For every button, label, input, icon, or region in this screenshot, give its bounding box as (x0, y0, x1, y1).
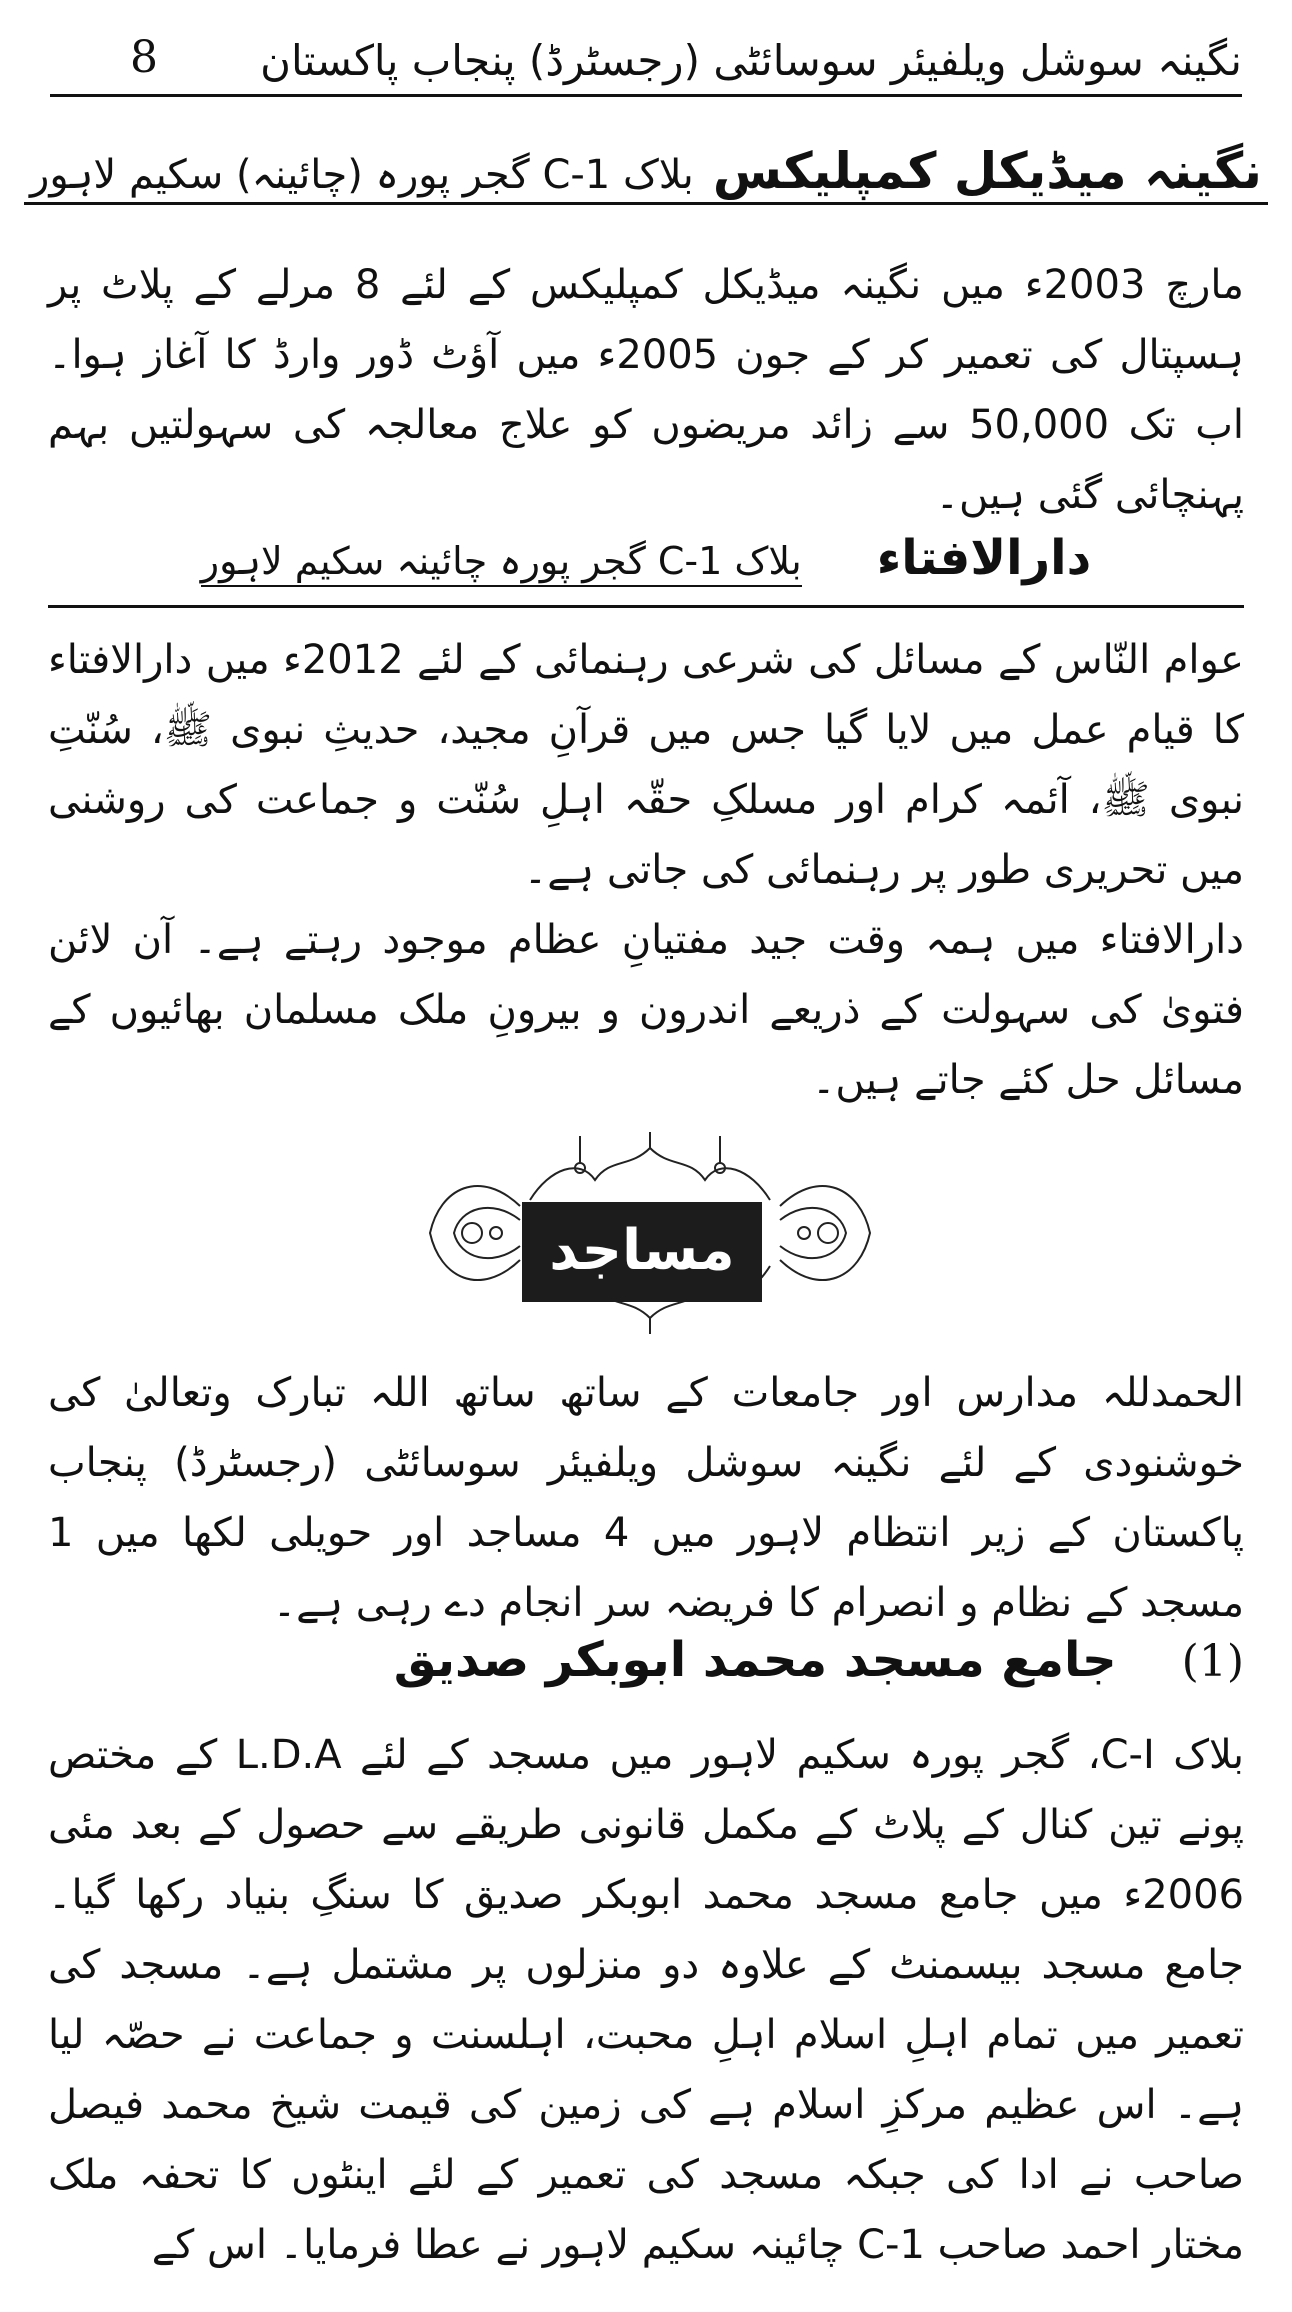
running-header (50, 30, 1242, 97)
section-heading-1 (394, 1632, 1244, 1702)
complex-heading-title: نگینہ میڈیکل کمپلیکس (712, 142, 1262, 200)
darulifta-heading-title: دارالافتاء (876, 530, 1092, 586)
complex-heading-address: بلاک C-1 گجر پورہ (چائینہ) سکیم لاہور (30, 152, 694, 198)
darulifta-paragraph-1: عوام النّاس کے مسائل کی شرعی رہنمائی کے لئے 2012ء میں دارالافتاء کا قیام عمل میں لایا گیا جس میں قرآنِ مجید، حدیثِ نبوی ﷺ، سُنّتِ نبوی ﷺ، آئمہ کرام اور مسلکِ حقّہ اہلِ سُنّت و جماعت کی روشنی میں تحریری طور پر رہنمائی کی جاتی ہے۔ (48, 637, 1244, 893)
masajid-title-plate: مساجد (522, 1202, 762, 1302)
complex-heading (0, 142, 1292, 205)
section-number: (1) (1181, 1636, 1244, 1687)
complex-paragraph: مارچ 2003ء میں نگینہ میڈیکل کمپلیکس کے لئے 8 مرلے کے پلاٹ پر ہسپتال کی تعمیر کر کے جون 2005ء میں آؤٹ ڈور وارڈ کا آغاز ہوا۔ اب تک 50,000 سے زائد مریضوں کو علاج معالجہ کی سہولتیں بہم پہنچائی گئی ہیں۔ (48, 262, 1244, 518)
section-paragraph: بلاک C-I، گجر پورہ سکیم لاہور میں مسجد کے لئے L.D.A کے مختص پونے تین کنال کے پلاٹ کے مکمل قانونی طریقے سے حصول کے بعد مئی 2006ء میں جامع مسجد محمد ابوبکر صدیق کا سنگِ بنیاد رکھا گیا۔ جامع مسجد بیسمنٹ کے علاوہ دو منزلوں پر مشتمل ہے۔ مسجد کی تعمیر میں تمام اہلِ اسلام اہلِ محبت، اہلسنت و جماعت نے حصّہ لیا ہے۔ اس عظیم مرکزِ اسلام ہے کی زمین کی قیمت شیخ محمد فیصل صاحب نے ادا کی جبکہ مسجد کی تعمیر کے لئے اینٹوں کا تحفہ ملک مختار احمد صاحب C-1 چائینہ سکیم لاہور نے عطا فرمایا۔ اس کے (48, 1732, 1245, 2268)
section-title: جامع مسجد محمد ابوبکر صدیق (393, 1632, 1117, 1688)
darulifta-heading-address: بلاک C-1 گجر پورہ چائینہ سکیم لاہور (201, 539, 802, 587)
header-title: نگینہ سوشل ویلفیئر سوسائٹی (رجسٹرڈ) پنجاب پاکستان (260, 36, 1242, 85)
page-number: 8 (130, 32, 158, 83)
darulifta-heading (0, 530, 1292, 586)
darulifta-paragraph-2: دارالافتاء میں ہمہ وقت جید مفتیانِ عظام موجود رہتے ہے۔ آن لائن فتویٰ کی سہولت کے ذریعے اندرون و بیرونِ ملک مسلمان بھائیوں کے مسائل حل کئے جاتے ہیں۔ (48, 917, 1244, 1103)
masajid-intro-paragraph: الحمدللہ مدارس اور جامعات کے ساتھ ساتھ اللہ تبارک وتعالیٰ کی خوشنودی کے لئے نگینہ سوشل ویلفیئر سوسائٹی (رجسٹرڈ) پنجاب پاکستان کے زیر انتظام لاہور میں 4 مساجد اور حویلی لکھا میں 1 مسجد کے نظام و انصرام کا فریضہ سر انجام دے رہی ہے۔ (48, 1370, 1244, 1626)
section-divider (48, 605, 1244, 608)
